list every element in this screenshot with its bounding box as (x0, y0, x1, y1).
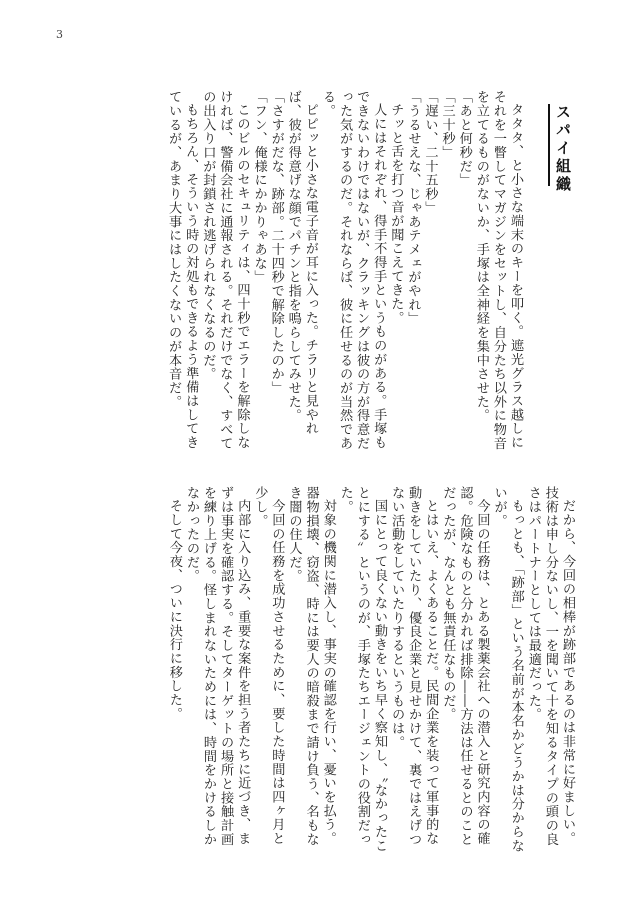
paragraph: 「さすがだな、跡部。二十四秒で解除したのか」 (268, 90, 284, 395)
paragraph: 「うるせえな、じゃあテメェがやれ」 (405, 90, 421, 326)
paragraph: もちろん、そういう時の対処もできるよう準備はしてきているが、あまり大事にはしたくないのが本音だ。 (166, 90, 199, 450)
paragraph: 「あと何秒だ」 (456, 90, 472, 187)
chapter-title-rule (548, 104, 550, 186)
chapter-title: スパイ組織 (554, 104, 572, 194)
chapter-title-block (540, 104, 580, 224)
paragraph: 「フン、俺様にかかりゃあな」 (251, 90, 267, 284)
upper-text-block (88, 90, 524, 462)
paragraph: このビルのセキュリティは、四十秒でエラーを解除しなければ、警備会社に通報される。それだけでなく、すべての出入り口が封鎖され逃げられなくなるのだ。 (200, 90, 250, 451)
paragraph: タタタ、と小さな端末のキーを叩く。遮光グラス越しにそれを一瞥してマガジンをセットし、自分たち以外に物音を立てるものがないか、手塚は全神経を集中させた。 (473, 90, 523, 451)
lower-text-block (56, 486, 576, 858)
paragraph: 人にはそれぞれ、得手不得手というものがある。手塚もできないわけではないが、クラッキングは彼の方が得意だった気がするのだ。それならば、彼に任せるのが当然である。 (319, 90, 387, 451)
paragraph: 今回の任務は、とある製薬会社への潜入と研究内容の確認。危険なものと分かれば排除――方法は任せるとのことだったが、なんとも無責任なものだ。 (440, 486, 490, 847)
paragraph: ピピッと小さな電子音が耳に入った。チラリと見やれば、彼が得意げな顔でパチンと指を鳴らしてみせた。 (285, 90, 318, 436)
paragraph: チッと舌を打つ音が聞こえてきた。 (388, 103, 404, 325)
paragraph: そして今夜、ついに決行に移した。 (166, 499, 182, 721)
paragraph: だから、今回の相棒が跡部であるのは非常に好ましい。技術は申し分ないし、一を聞いて十を知るタイプの頭の良さはパートナーとしては最適だった。 (525, 486, 575, 847)
paragraph: 「遅い、二十五秒」 (422, 90, 438, 215)
paragraph: 今回の任務を成功させるために、要した時間は四ヶ月と少し。 (252, 486, 285, 846)
paragraph: もっとも、「跡部」という名前が本名かどうかは分からないが。 (491, 486, 524, 853)
paragraph: 国にとって良くない動きをいち早く察知し、〝なかったことにする〟というのが、手塚たちエージェントの役割だった。 (337, 486, 387, 853)
paragraph: 内部に入り込み、重要な案件を担う者たちに近づき、まずは事実を確認する。そしてターゲットの場所と接触計画を練り上げる。怪しまれないためには、時間をかけるしかなかったのだ。 (183, 486, 251, 847)
paragraph: 対象の機関に潜入し、事実の確認を行い、憂いを払う。器物損壊、窃盗、時には要人の暗殺まで請け負う、名もなき闇の住人だ。 (286, 486, 336, 847)
paragraph: とはいえ、よくあることだ。民間企業を装って軍事的な動きをしていたり、優良企業と見せかけて、裏ではえげつない活動をしていたりするというものは。 (389, 486, 439, 847)
page-number: 3 (56, 28, 63, 41)
paragraph: 「三十秒」 (439, 90, 455, 160)
